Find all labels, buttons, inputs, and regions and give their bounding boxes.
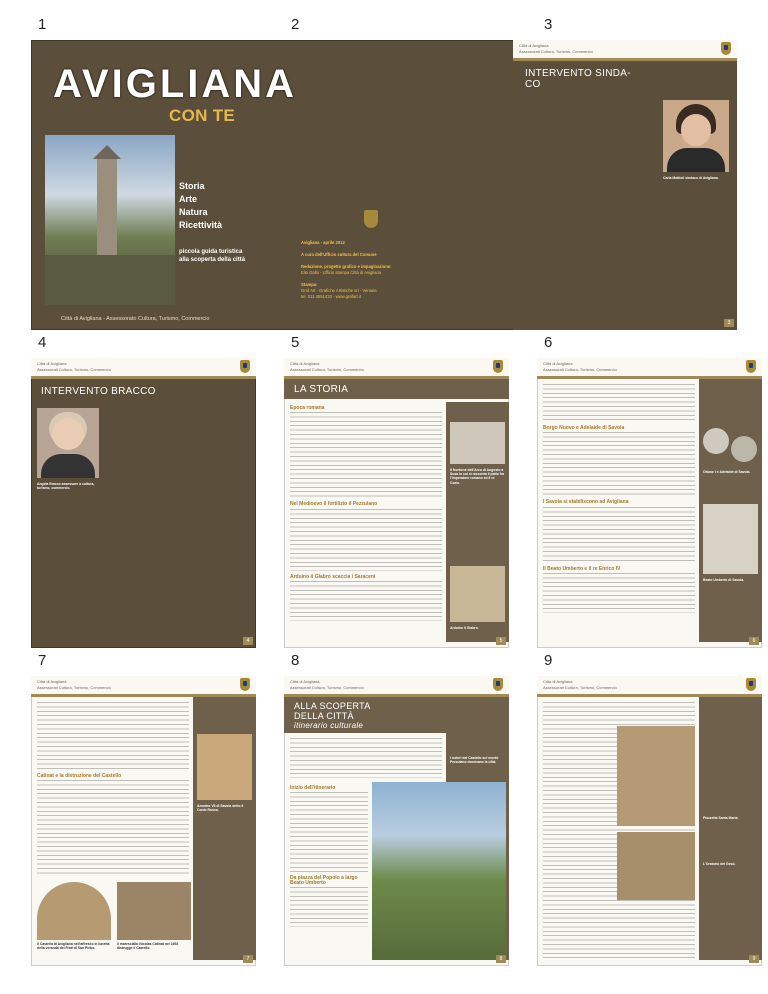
- page-badge: 5: [496, 637, 506, 645]
- cover-brand-sub: CON TE: [169, 106, 236, 125]
- mayor-title: INTERVENTO SINDA- CO: [525, 68, 631, 90]
- itinerario-section-popolo: Da piazza del Popolo a largo Beato Umberto: [290, 875, 358, 886]
- borgo-photo-piazzetta: [617, 726, 695, 826]
- bracco-caption: Angela Bracco assessore a cultura, turismo, commercio.: [37, 482, 95, 491]
- page-badge: 7: [243, 955, 253, 963]
- page-number-8: 8: [291, 652, 300, 669]
- cover-topic-natura: Natura: [179, 207, 208, 217]
- savoia-caption-umberto: Beato Umberto di Savoia.: [703, 578, 745, 582]
- page-number-1: 1: [38, 16, 47, 33]
- page-storia: [284, 358, 509, 648]
- castle-photo-portrait: [197, 734, 252, 800]
- crest-icon: [721, 42, 731, 55]
- bracco-title: INTERVENTO BRACCO: [41, 386, 156, 397]
- storia-photo-arch: [450, 422, 505, 464]
- credits-edition: Avigliana - aprile 2012: [301, 240, 345, 245]
- page-itinerario: [284, 676, 509, 966]
- itinerario-photo-ruins: [372, 782, 506, 960]
- page-header: Città di Avigliana Assessorati Cultura, Turismo, Commercio: [284, 358, 509, 376]
- borgo-photo-gesu: [617, 832, 695, 900]
- crest-icon: [240, 678, 250, 691]
- cover-topic-arte: Arte: [179, 194, 198, 204]
- page-badge: 4: [243, 637, 253, 645]
- page-number-5: 5: [291, 334, 300, 351]
- itinerario-title-2: DELLA CITTÀ: [294, 711, 354, 721]
- borgo-caption-piazzetta: Piazzetta Santa Maria.: [703, 816, 739, 820]
- crest-icon: [746, 360, 756, 373]
- storia-section-medioevo: Nel Medioevo il fortilizio il Pezzulano: [290, 501, 378, 508]
- storia-caption-arch: Il frontone dell'Arco di Augusto a Susa in cui si racconta il patto fra l'Imperatore romano ed il re Cozio.: [450, 468, 505, 485]
- crest-icon: [364, 210, 378, 228]
- cover-topic-ricettivita: Ricettività: [179, 220, 223, 230]
- castle-photo-fresco: [37, 882, 111, 940]
- credits-editorial-value: Elio Gallo - Ufficio stampa Città di Avigliana: [301, 270, 382, 275]
- savoia-coins: [703, 428, 758, 468]
- page-number-7: 7: [38, 652, 47, 669]
- storia-caption-arduino: Arduino il Glabro.: [450, 626, 479, 630]
- crest-icon: [746, 678, 756, 691]
- page-bracco: [31, 358, 256, 648]
- itinerario-section-start: Inizio dell'itinerario: [290, 785, 336, 791]
- page-header: Città di Avigliana Assessorati Cultura, Turismo, Commercio: [537, 358, 762, 376]
- itinerario-caption-ruins: I ruderi del Castello sul monte Pezzulano dominano la città.: [450, 756, 499, 765]
- storia-photo-arduino: [450, 566, 505, 622]
- cover-tagline: piccola guida turistica alla scoperta della città: [179, 249, 246, 263]
- page-badge: 8: [496, 955, 506, 963]
- credits-editorial-label: Redazione, progetto grafico e impaginazione:: [301, 264, 392, 269]
- storia-section-roman: Epoca romana: [290, 405, 325, 411]
- mayor-photo: [663, 100, 729, 172]
- itinerario-title-3: itinerario culturale: [294, 721, 364, 730]
- bracco-photo: [37, 408, 99, 478]
- cover-footer: Città di Avigliana - Assessorato Cultura, Turismo, Commercio: [61, 316, 210, 322]
- storia-title: LA STORIA: [294, 384, 349, 395]
- cover-spread: [31, 40, 737, 330]
- page-header: Città di Avigliana Assessorati Cultura, Turismo, Commercio: [31, 676, 256, 694]
- page-number-6: 6: [544, 334, 553, 351]
- castle-section-catinat: Catinat e la distruzione del Castello: [37, 773, 122, 779]
- credits-print-label: Stampa:: [301, 282, 318, 287]
- savoia-section-umberto: Il Beato Umberto e il re Enrico IV: [543, 565, 621, 572]
- page-badge: 9: [749, 955, 759, 963]
- page-borgo: [537, 676, 762, 966]
- page-number-3: 3: [544, 16, 553, 33]
- castle-caption-portrait: Amedeo VII di Savoia detto il Conte Rosso.: [197, 804, 244, 813]
- storia-section-arduino: Arduino il Glabro scaccia i Saraceni: [290, 573, 376, 580]
- credits-care: A cura dell'Ufficio cultura del Comune: [301, 252, 377, 257]
- page-castle: [31, 676, 256, 966]
- credits-print-contact: tel. 011.4551433 - www.grafart.it: [301, 294, 361, 299]
- cover-brand: AVIGLIANA: [53, 62, 298, 106]
- page-number-4: 4: [38, 334, 47, 351]
- borgo-caption-gesu: L'Oratorio del Gesù.: [703, 862, 736, 866]
- castle-photo-catinat: [117, 882, 191, 940]
- credits-print-value: Graf Art - Grafiche Artistiche srl - Venaria: [301, 288, 377, 293]
- page-header: Città di Avigliana Assessorati Cultura, Turismo, Commercio: [513, 40, 737, 58]
- page-header: Città di Avigliana Assessorati Cultura, Turismo, Commercio: [284, 676, 509, 694]
- page-badge: 6: [749, 637, 759, 645]
- page-badge: 3: [724, 319, 734, 327]
- itinerario-title-1: ALLA SCOPERTA: [294, 701, 371, 711]
- savoia-caption-coins: Ottone I e Adelaide di Savoia.: [703, 470, 751, 474]
- mayor-caption: Carla Mattioli sindaco di Avigliana.: [663, 176, 719, 180]
- page-header: Città di Avigliana Assessorati Cultura, Turismo, Commercio: [537, 676, 762, 694]
- castle-caption-fresco: Il Castello di Avigliana nell'affresco in lunetta della veranda dei Frati di San Pietro.: [37, 942, 110, 951]
- page-header: Città di Avigliana Assessorati Cultura, Turismo, Commercio: [31, 358, 256, 376]
- page-savoia: [537, 358, 762, 648]
- cover-photo-tower: [45, 135, 175, 305]
- savoia-section-stabiliscono: I Savoia si stabiliscono ad Avigliana: [543, 499, 629, 506]
- crest-icon: [240, 360, 250, 373]
- savoia-photo-umberto: [703, 504, 758, 574]
- cover-topic-storia: Storia: [179, 181, 205, 191]
- crest-icon: [493, 360, 503, 373]
- savoia-section-borgo: Borgo Nuovo e Adelaide di Savoia: [543, 425, 625, 431]
- castle-caption-catinat: Il maresciallo Nicolas Catinat nel 1692 distrugge il Castello.: [117, 942, 179, 951]
- page-number-9: 9: [544, 652, 553, 669]
- crest-icon: [493, 678, 503, 691]
- page-number-2: 2: [291, 16, 300, 33]
